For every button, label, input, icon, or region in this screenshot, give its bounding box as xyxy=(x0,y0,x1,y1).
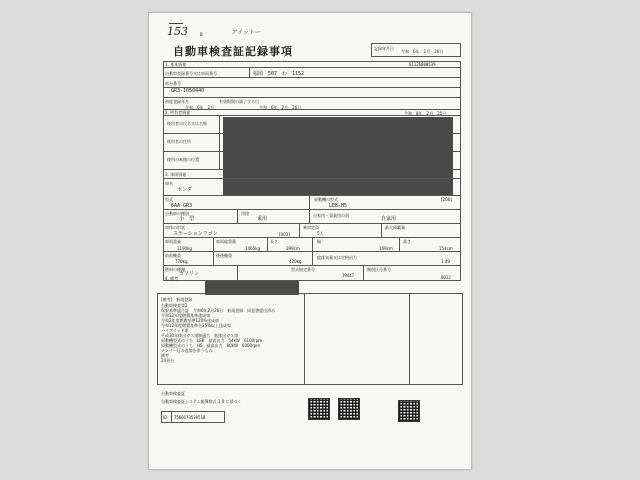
height-value: 154cm xyxy=(439,246,453,251)
section2-heading: 2. 所有者情報 xyxy=(165,110,191,115)
max-load-label: 最大積載量 xyxy=(385,225,405,230)
height-label: 高さ xyxy=(403,239,411,244)
chassis-label: 車台番号 xyxy=(165,81,181,86)
body-code: [003] xyxy=(279,232,290,237)
model-number-value: 19447 xyxy=(342,273,355,278)
row-divider xyxy=(163,109,461,110)
row-divider xyxy=(163,265,461,266)
redacted-owner-block xyxy=(223,117,453,195)
header-mark: B xyxy=(200,32,203,37)
category-value: 0022 xyxy=(441,275,451,280)
front-axle-value: 770kg xyxy=(175,259,188,264)
valid-period-label: 有効期間の満了する日 xyxy=(219,99,259,104)
chassis-value: GR3-1050440 xyxy=(171,88,205,94)
qr-code-2 xyxy=(339,399,359,419)
row-divider xyxy=(163,67,461,68)
rear-axle-value: 420kg xyxy=(289,259,302,264)
kind-value: 小 型 xyxy=(179,216,195,222)
remark-line: 保安基準適合証 令和6年2月26日 新規登録 同意書提出済み xyxy=(161,308,276,313)
handwritten-number: 153 xyxy=(167,25,188,38)
capacity-label: 乗車定員 xyxy=(303,225,319,230)
document-page xyxy=(148,12,472,470)
issue-date-value: 令和 6年 2月 26日 xyxy=(401,49,444,54)
remark-line: 令和12年度燃費基準を25%以上達成車 xyxy=(161,323,231,328)
document-title: 自動車検査証記録事項 xyxy=(173,45,293,58)
remark-line: 令和12年度燃費基準達成車 xyxy=(161,313,211,318)
col-divider xyxy=(299,223,300,237)
section1-heading: 1. 基本情報 xyxy=(165,62,187,67)
row-divider xyxy=(163,77,461,78)
length-label: 長さ xyxy=(270,239,278,244)
issue-date-label: 記録年月日 xyxy=(374,46,394,51)
width-label: 幅 xyxy=(317,239,321,244)
model-number-label: 型式指定番号 xyxy=(291,267,315,272)
row-divider xyxy=(163,115,461,116)
section3-code: [206] xyxy=(441,197,452,202)
gross-weight-label: 車両総重量 xyxy=(216,239,236,244)
col-divider xyxy=(309,209,310,223)
displacement-label: 総排気量又は定格出力 xyxy=(317,255,357,260)
address-label: 使用者の住所 xyxy=(167,139,191,144)
category-label: 類別区分番号 xyxy=(367,267,391,272)
remark-line: 原動機型式のうち LEB 最高出力 54kW 6100rpm xyxy=(161,338,263,343)
col-divider xyxy=(304,293,305,385)
col-divider xyxy=(409,293,410,385)
weight-value: 1190kg xyxy=(177,246,193,251)
maker-label: 車名 xyxy=(165,181,173,186)
remark-line: 令和2年度燃費基準120%達成車 xyxy=(161,318,219,323)
kind-label: 自動車の種別 xyxy=(165,211,189,216)
first-registration-label: 初度登録年月 xyxy=(165,99,189,104)
engine-label: 原動機の型式 xyxy=(314,197,338,202)
engine-value: LEB-H5 xyxy=(329,203,348,209)
handwritten-stroke xyxy=(169,23,183,24)
remark-line: 備考 xyxy=(161,353,169,358)
row-divider xyxy=(163,195,461,196)
base-location-label: 使用の本拠の位置 xyxy=(167,157,199,162)
footer-note-text: 自動車検査証システム帳簿様式 1.0 に基づく xyxy=(161,399,242,404)
section3-heading: 3. 車両情報 xyxy=(165,172,187,177)
use-value: 乗用 xyxy=(257,216,268,222)
remark-line: 平成30年排出ガス規制適合 低排出ガス車 xyxy=(161,333,239,338)
row-divider xyxy=(163,97,461,98)
qr-code-3 xyxy=(399,401,419,421)
body-value: ステーションワゴン xyxy=(173,231,218,237)
maker-value: ホンダ xyxy=(177,187,192,193)
col-divider xyxy=(309,195,310,209)
length-value: 399cm xyxy=(286,246,300,251)
certificate-number: 01126000539 xyxy=(409,62,436,67)
remark-line: ハイブリッド車 xyxy=(161,328,189,333)
type-label: 型式 xyxy=(165,197,173,202)
col-divider xyxy=(363,265,364,281)
use-label: 用途 xyxy=(241,211,249,216)
col-divider xyxy=(381,223,382,237)
col-divider xyxy=(399,237,400,251)
purpose-label: 自家用・事業用の別 xyxy=(313,213,349,218)
col-divider xyxy=(213,251,214,265)
row-divider xyxy=(163,87,461,88)
row-divider xyxy=(163,209,461,210)
remark-line: ナンバー灯の追加を伴うもの xyxy=(161,348,213,353)
col-divider xyxy=(312,237,313,251)
capacity-value: 5人 xyxy=(317,231,324,236)
id-value: 7560173539510 xyxy=(174,415,206,420)
fuel-label: 燃料の種類 xyxy=(165,267,185,272)
weight-label: 車両重量 xyxy=(165,239,181,244)
fuel-value: ガソリン xyxy=(179,271,200,277)
remark-line: 原動機型式のうち H5 最高出力 80kW 6000rpm xyxy=(161,343,261,348)
body-label: 車体の形状 xyxy=(165,225,185,230)
col-divider xyxy=(237,209,238,223)
section4-heading: 4. 備考 xyxy=(165,276,179,281)
gross-weight-value: 1465kg xyxy=(245,246,261,251)
row-divider xyxy=(163,178,461,179)
registration-label: 自動車登録番号又は車両番号 xyxy=(165,71,217,76)
remarks-lines xyxy=(161,303,275,363)
qr-code-1 xyxy=(309,399,329,419)
col-divider xyxy=(171,411,172,423)
type-value: 6AA-GR3 xyxy=(171,203,193,209)
valid-from-value: 令和 6年 2月 26日 xyxy=(259,105,302,110)
front-axle-label: 前前軸重 xyxy=(165,253,181,258)
registration-value: 福岡 507 わ 1152 xyxy=(253,71,305,77)
col-divider xyxy=(249,67,250,77)
remarks-heading: [備考] 新規登録 xyxy=(161,297,193,302)
col-divider xyxy=(219,115,220,169)
col-divider xyxy=(213,237,214,251)
purpose-value: 自家用 xyxy=(381,216,397,222)
rear-axle-label: 後後軸重 xyxy=(216,253,232,258)
first-registration-value: 令和 6年 2月 xyxy=(185,105,215,110)
remark-line: 自動車検査票2 xyxy=(161,303,188,308)
remark-line: 24頁台 xyxy=(161,358,175,363)
col-divider xyxy=(267,237,268,251)
handwritten-label: アイットー xyxy=(231,29,261,36)
expiry-date-value: 令和 8年 2月 25日 xyxy=(404,111,447,116)
col-divider xyxy=(312,251,313,265)
width-value: 169cm xyxy=(379,246,393,251)
owner-label: 使用者の氏名又は名称 xyxy=(167,121,207,126)
displacement-value: 1.49 xyxy=(441,259,450,264)
row-divider xyxy=(163,223,461,224)
col-divider xyxy=(237,265,238,281)
id-label: ID xyxy=(163,415,168,420)
footer-note-label: 自動車検査証 xyxy=(161,391,185,396)
